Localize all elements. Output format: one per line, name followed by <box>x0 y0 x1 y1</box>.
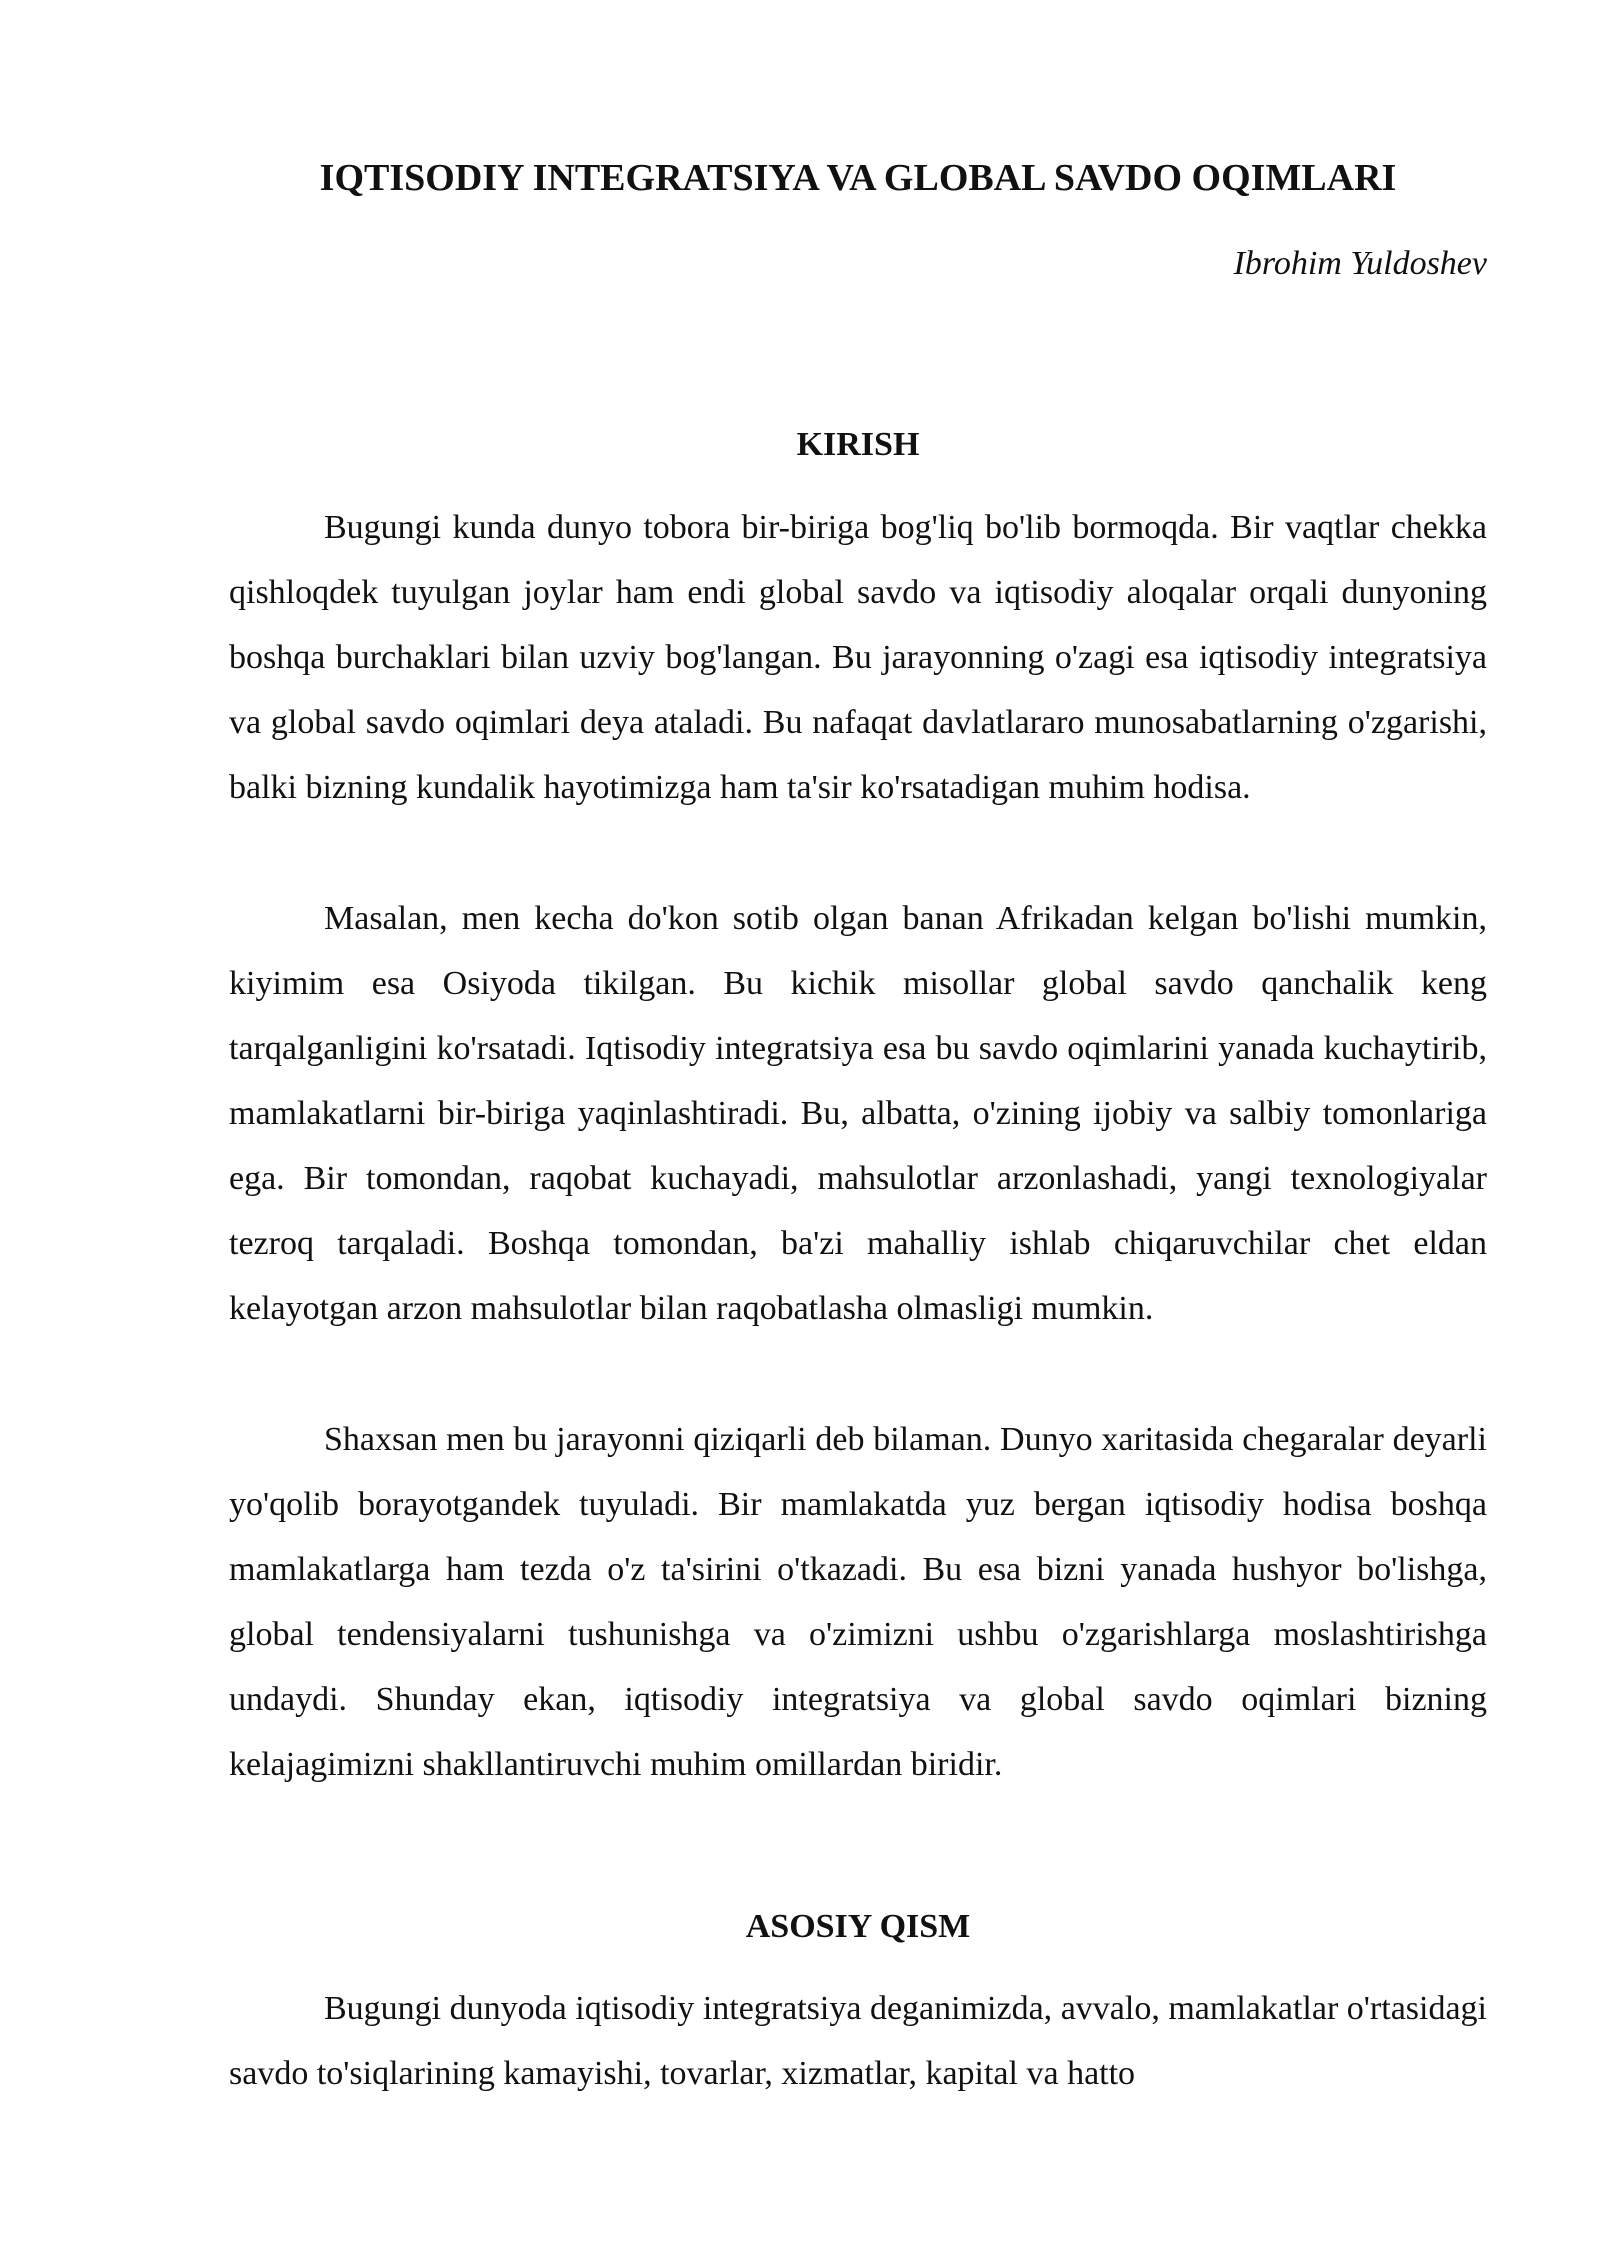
document-title: IQTISODIY INTEGRATSIYA VA GLOBAL SAVDO OQIMLARI <box>319 157 1397 199</box>
intro-paragraph: Masalan, men kecha do'kon sotib olgan banan Afrikadan kelgan bo'lishi mumkin, kiyimim esa Osiyoda tikilgan. Bu kichik misollar global savdo qanchalik keng tarqalganligini ko'rsatadi. Iqtisodiy integratsiya esa bu savdo oqimlarini yanada kuchaytirib, mamlakatlarni bir-biriga yaqinlashtiradi. Bu, albatta, o'zining ijobiy va salbiy tomonlariga ega. Bir tomondan, raqobat kuchayadi, mahsulotlar arzonlashadi, yangi texnologiyalar tezroq tarqaladi. Boshqa tomondan, ba'zi mahalliy ishlab chiqaruvchilar chet eldan kelayotgan arzon mahsulotlar bilan raqobatlasha olmasligi mumkin. <box>229 900 1487 1327</box>
intro-paragraph: Bugungi kunda dunyo tobora bir-biriga bog'liq bo'lib bormoqda. Bir vaqtlar chekka qishloqdek tuyulgan joylar ham endi global savdo va iqtisodiy aloqalar orqali dunyoning boshqa burchaklari bilan uzviy bog'langan. Bu jarayonning o'zagi esa iqtisodiy integratsiya va global savdo oqimlari deya ataladi. Bu nafaqat davlatlararo munosabatlarning o'zgarishi, balki bizning kundalik hayotimizga ham ta'sir ko'rsatadigan muhim hodisa. <box>229 509 1487 806</box>
main-paragraph: Bugungi dunyoda iqtisodiy integratsiya deganimizda, avvalo, mamlakatlar o'rtasidagi savdo to'siqlarining kamayishi, tovarlar, xizmatlar, kapital va hatto <box>229 1990 1487 2092</box>
section-heading-main: ASOSIY QISM <box>745 1908 971 1945</box>
author-name: Ibrohim Yuldoshev <box>1233 245 1487 282</box>
intro-paragraph: Shaxsan men bu jarayonni qiziqarli deb bilaman. Dunyo xaritasida chegaralar deyarli yo'qolib borayotgandek tuyuladi. Bir mamlakatda yuz bergan iqtisodiy hodisa boshqa mamlakatlarga ham tezda o'z ta'sirini o'tkazadi. Bu esa bizni yanada hushyor bo'lishga, global tendensiyalarni tushunishga va o'zimizni ushbu o'zgarishlarga moslashtirishga undaydi. Shunday ekan, iqtisodiy integratsiya va global savdo oqimlari bizning kelajagimizni shakllantiruvchi muhim omillardan biridir. <box>229 1421 1487 1783</box>
section-heading-intro: KIRISH <box>796 426 920 463</box>
